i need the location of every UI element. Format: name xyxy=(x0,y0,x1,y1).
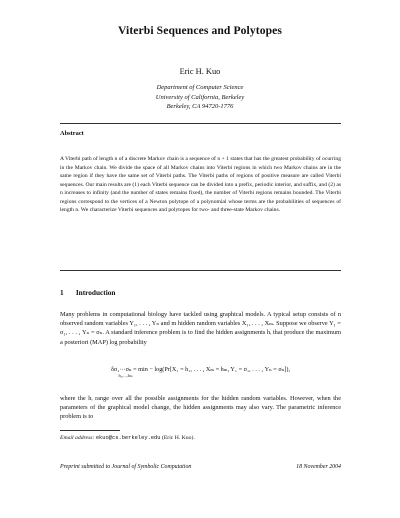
affiliation-department: Department of Computer Science xyxy=(156,84,244,91)
section-number: 1 xyxy=(60,288,64,297)
intro-paragraph-1: Many problems in computational biology have tackled using graphical models. A typical setup consists of n observed random variables Y₁, . . . , Yₙ and m hidden random variables X₁, . . . , Xₘ. Suppose we observe Y₁ = σ₁, . . . , Yₙ = σₙ. A standard inference problem is to find the hidden assignments hᵢ that produce the maximum a posteriori (MAP) log probability xyxy=(60,311,341,346)
footnote-name: (Eric H. Kuo). xyxy=(161,435,195,441)
preprint-note: Preprint submitted to Journal of Symbolic Computation xyxy=(60,464,192,470)
footnote-rule xyxy=(60,430,120,431)
affiliation-block xyxy=(0,83,400,112)
footnote xyxy=(60,435,195,441)
affiliation-address: Berkeley, CA 94720-1776 xyxy=(166,103,234,111)
abstract-text: A Viterbi path of length n of a discrete Markov chain is a sequence of n + 1 states that has the greatest probability of ocurring in the Markov chain. We divide the space of all Markov chains into Viterbi regions in which two Markov chains are in the same region if they have the same set of Viterbi paths. The Viterbi paths of regions of positive measure are called Viterbi sequences. Our main results are (1) each Viterbi sequence can be divided into a prefix, periodic interior, and suffix, and (2) as n increases to infinity (and the number of states remains fixed), the number of Viterbi regions remains bounded. The Viterbi regions correspond to the vertices of a Newton polytope of a polynomial whose terms are the probabilities of sequences of length n. We characterize Viterbi sequences and polytopes for two- and three-state Markov chains. xyxy=(60,156,341,214)
affiliation-university: University of California, Berkeley xyxy=(155,93,245,101)
author-name: Eric H. Kuo xyxy=(179,67,221,76)
preprint-date: 18 November 2004 xyxy=(296,464,341,470)
equation-text: δσ₁···σₙ = min − log(Pr[X₁ = h₁, . . . , Xₘ = hₘ, Y₁ = σ₁, . . . , Yₙ = σₙ]), xyxy=(110,366,291,373)
paper-title: Viterbi Sequences and Polytopes xyxy=(117,24,283,37)
equation-subscript: h₁,...,hₘ xyxy=(118,373,133,378)
abstract-bottom-rule xyxy=(60,270,341,271)
section-heading xyxy=(60,288,115,297)
footnote-email-link[interactable]: ekuo@cs.berkeley.edu xyxy=(95,435,161,441)
footnote-label: Email address: xyxy=(60,435,95,441)
section-title: Introduction xyxy=(75,288,116,297)
abstract-top-rule xyxy=(60,123,341,124)
intro-paragraph-2: where the hᵢ range over all the possible assignments for the hidden random variables. However, when the parameters of the graphical model change, the hidden assignments may also vary. The parametric inference problem is to xyxy=(60,395,341,421)
abstract-heading: Abstract xyxy=(60,130,84,137)
map-equation xyxy=(60,366,341,379)
